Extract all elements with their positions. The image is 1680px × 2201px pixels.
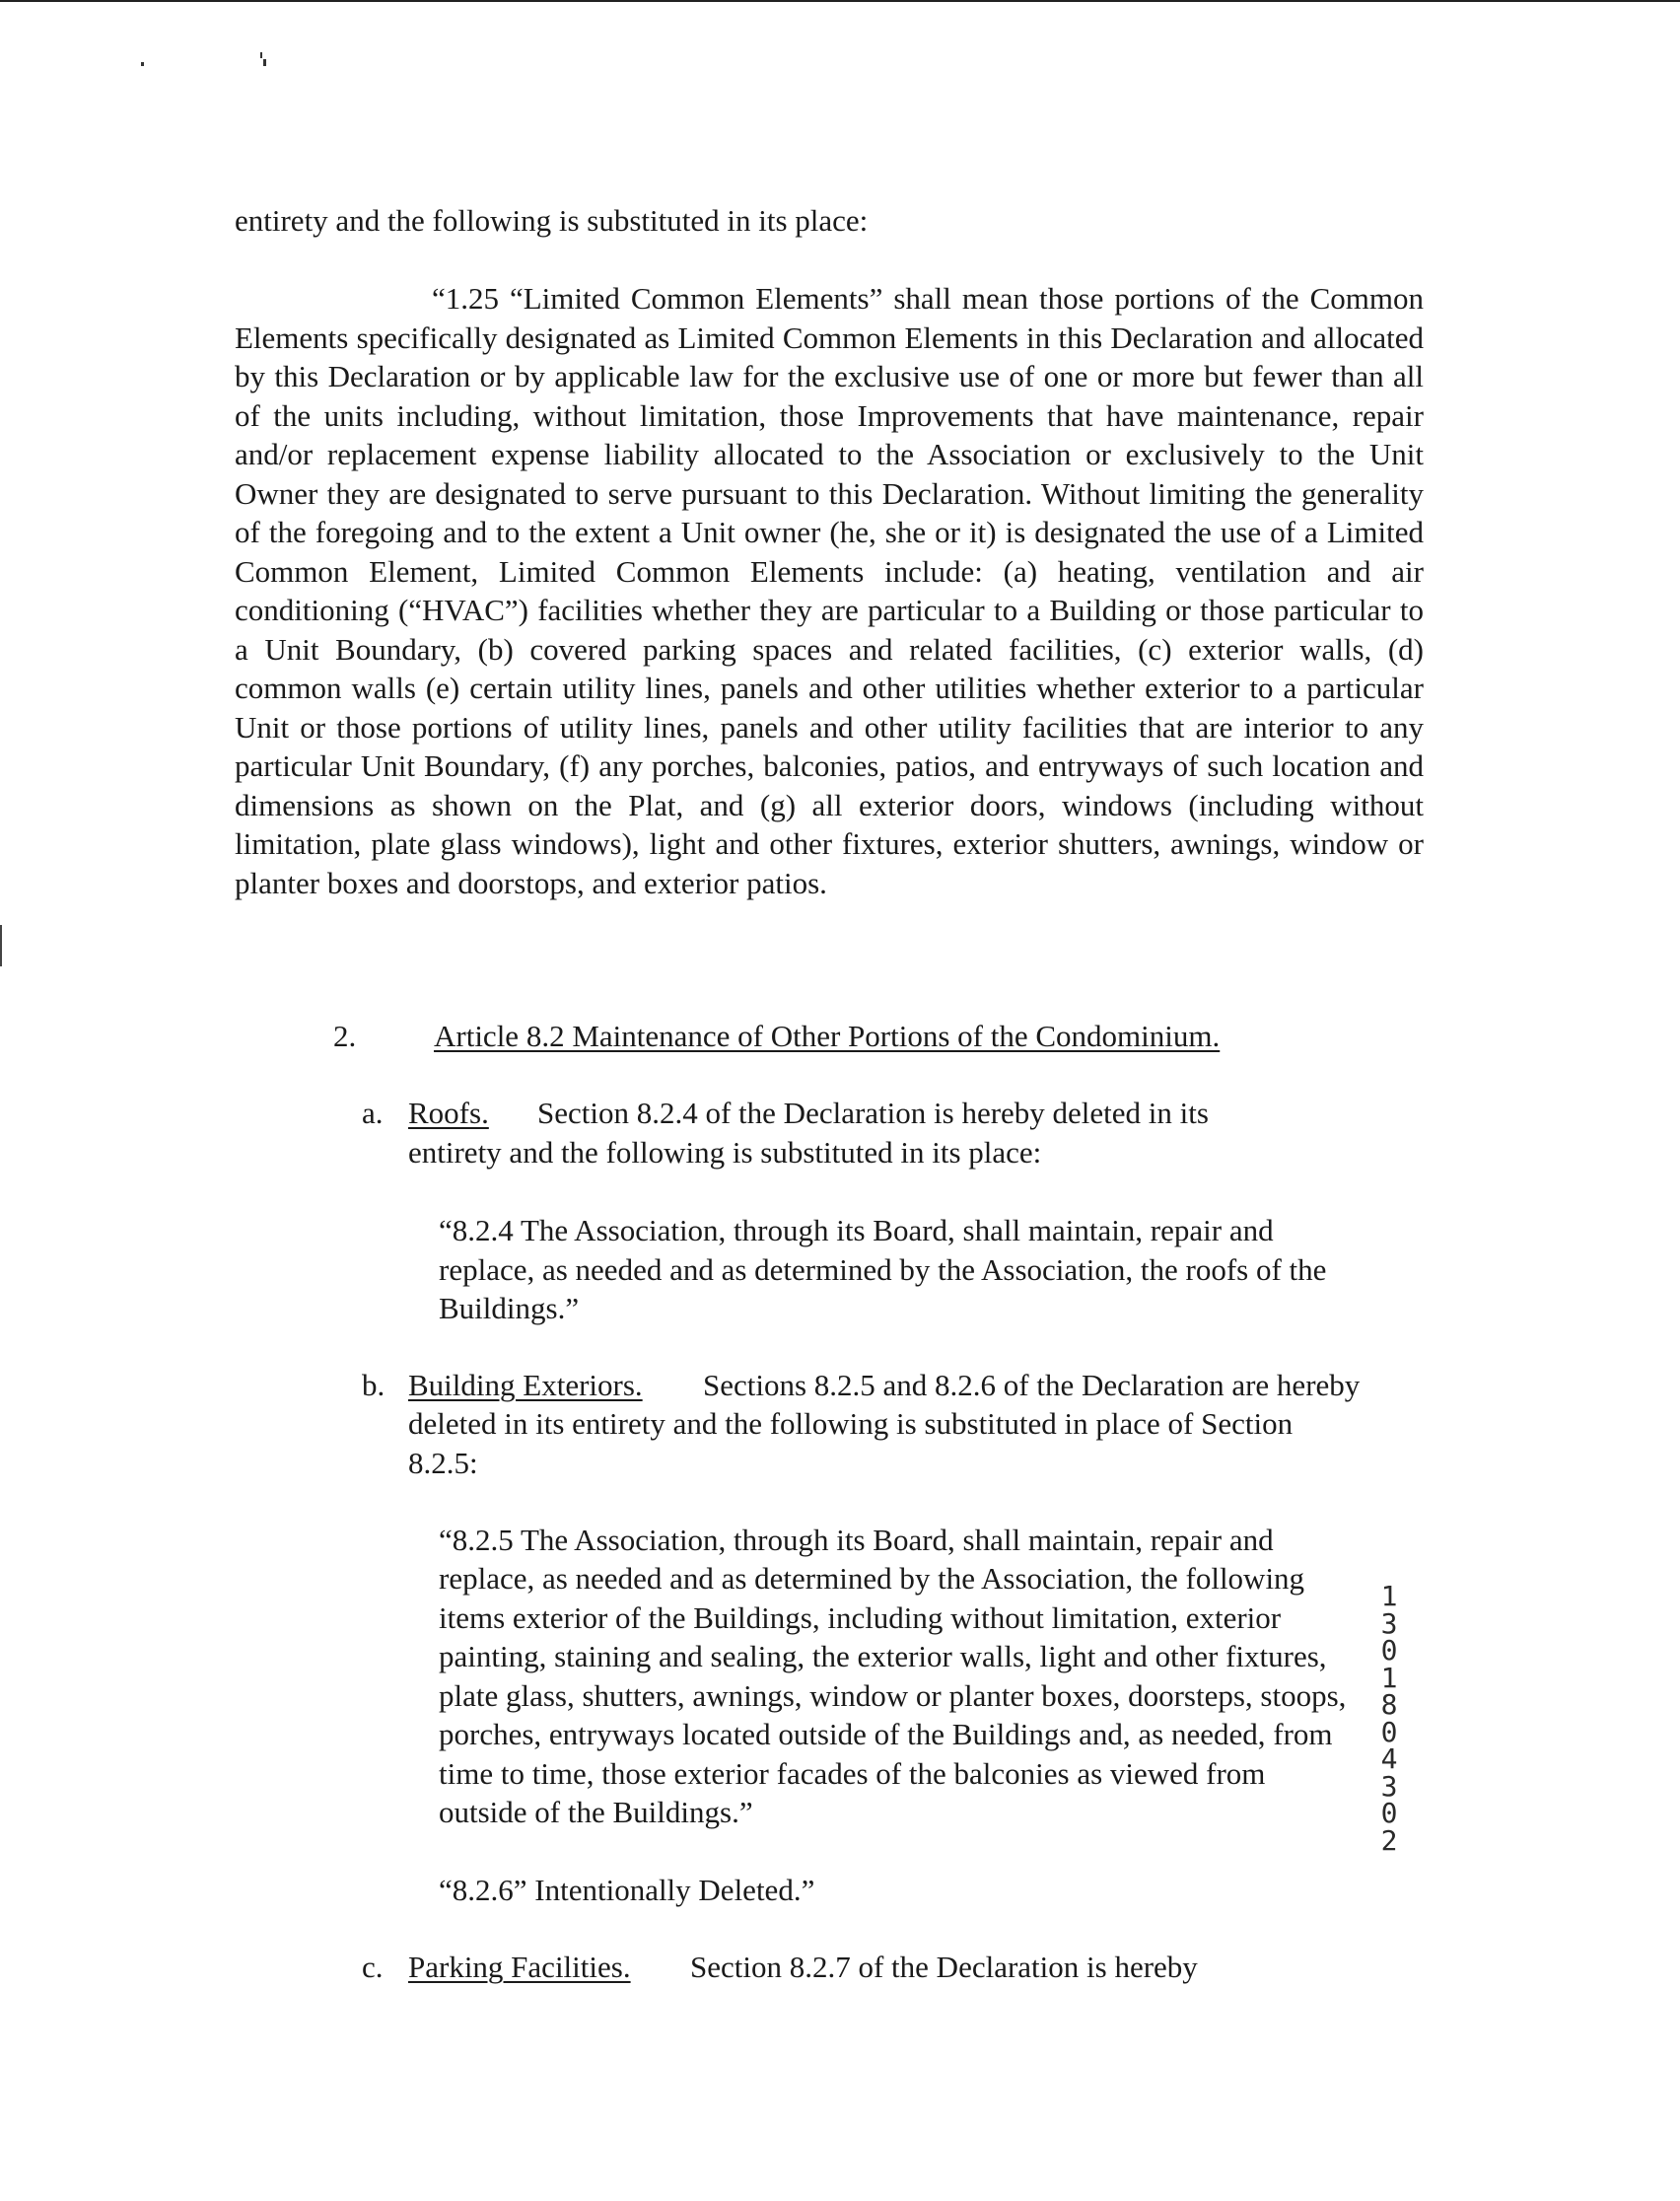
item-b-quote-line: plate glass, shutters, awnings, window or planter boxes, doorsteps, stoops, — [439, 1678, 1347, 1713]
top-border-line — [0, 0, 1680, 2]
item-b-text: deleted in its entirety and the following is substituted in place of Section — [408, 1406, 1294, 1441]
recording-number-stamp: 13018 04302 — [1380, 1580, 1415, 1857]
item-b-deleted-note: “8.2.6” Intentionally Deleted.” — [439, 1873, 815, 1907]
item-a-quote-line: replace, as needed and as determined by the Association, the roofs of the — [439, 1252, 1327, 1287]
scan-speck — [263, 59, 266, 66]
article-heading: Article 8.2 Maintenance of Other Portions of the Condominium. — [434, 1019, 1221, 1053]
item-b-quote-line: painting, staining and sealing, the exterior walls, light and other fixtures, — [439, 1639, 1327, 1673]
item-b-text: Sections 8.2.5 and 8.2.6 of the Declaration are hereby — [703, 1368, 1361, 1402]
item-a-text: entirety and the following is substituted in its place: — [408, 1135, 1042, 1170]
item-b-quote-line: porches, entryways located outside of the Buildings and, as needed, from — [439, 1717, 1333, 1751]
item-b-quote-line: replace, as needed and as determined by the Association, the following — [439, 1561, 1305, 1596]
scan-speck — [141, 62, 144, 66]
intro-line: entirety and the following is substituted in its place: — [235, 203, 869, 238]
item-a-text: Section 8.2.4 of the Declaration is hereby deleted in its — [537, 1096, 1209, 1130]
item-b-title: Building Exteriors. — [408, 1368, 643, 1402]
item-c-text: Section 8.2.7 of the Declaration is hereby — [690, 1950, 1198, 1984]
article-number: 2. — [333, 1019, 357, 1053]
item-a-quote-line: Buildings.” — [439, 1291, 580, 1325]
item-c-title: Parking Facilities. — [408, 1950, 631, 1984]
item-b-quote-line: time to time, those exterior facades of the balconies as viewed from — [439, 1756, 1266, 1791]
item-a-letter: a. — [362, 1096, 384, 1130]
item-b-quote-line: items exterior of the Buildings, including without limitation, exterior — [439, 1600, 1282, 1635]
item-a-quote-line: “8.2.4 The Association, through its Board, shall maintain, repair and — [439, 1213, 1274, 1247]
item-b-quote-line: outside of the Buildings.” — [439, 1795, 753, 1829]
item-b-letter: b. — [362, 1368, 385, 1402]
item-a-title: Roofs. — [408, 1096, 489, 1130]
left-scan-mark — [0, 925, 2, 966]
definition-paragraph: “1.25 “Limited Common Elements” shall mean those portions of the Common Elements specifically designated as Limited Common Elements in this Declaration and allocated by this Declaration or by applicable law for the exclusive use of one or more but fewer than all of the units including, without limitation, those Improvements that have maintenance, repair and/or replacement expense liability allocated to the Association or exclusively to the Unit Owner they are designated to serve pursuant to this Declaration. Without limiting the generality of the foregoing and to the extent a Unit owner (he, she or it) is designated the use of a Limited Common Element, Limited Common Elements include: (a) heating, ventilation and air conditioning (“HVAC”) facilities whether they are particular to a Building or those particular to a Unit Boundary, (b) covered parking spaces and related facilities, (c) exterior walls, (d) common walls (e) certain utility lines, panels and other utilities whether exterior to a particular Unit or those portions of utility lines, panels and other utility facilities that are interior to any particular Unit Boundary, (f) any porches, balconies, patios, and entryways of such location and dimensions as shown on the Plat, and (g) all exterior doors, windows (including without limitation, plate glass windows), light and other fixtures, exterior shutters, awnings, window or planter boxes and doorstops, and exterior patios. — [235, 281, 1424, 900]
item-c-letter: c. — [362, 1950, 384, 1984]
item-b-quote-line: “8.2.5 The Association, through its Board, shall maintain, repair and — [439, 1523, 1274, 1557]
item-b-text: 8.2.5: — [408, 1446, 478, 1480]
scan-speck — [260, 52, 262, 58]
